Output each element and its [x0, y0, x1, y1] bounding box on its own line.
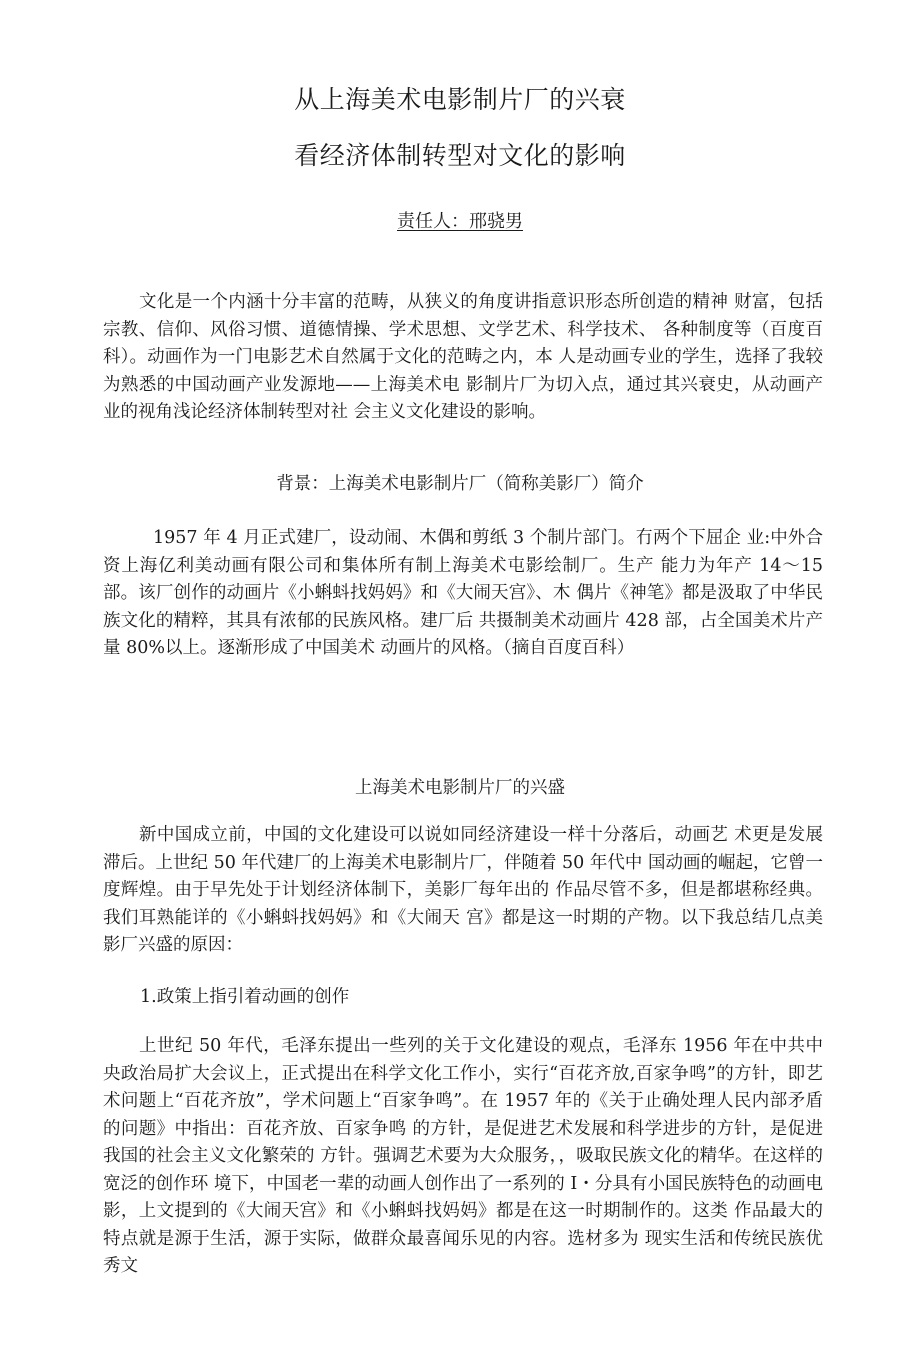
- background-paragraph: 1957 年 4 月正式建厂，设动闹、木偶和剪纸 3 个制片部门。冇两个下屈企 业:中外合资上海亿利美动画有限公司和集体所有制上海美术屯影绘制厂。生产 能力为年产 14～15 部。该厂创作的动画片《小蝌蚪找妈妈》和《大闹天宫》、木 偶片《神笔》都是汲取了中华民族文化的精粹，其具有浓郁的民族风格。建厂后 共摄制美术动画片 428 部，占全国美术片产量 80%以上。逐渐形成了中国美术 动画片的风格。（摘自百度百科）: [103, 528, 823, 658]
- background-heading: 背景：上海美术电影制片厂（简称美影厂）简介: [276, 474, 644, 494]
- author-name: 责任人：邢骁男: [397, 211, 523, 232]
- policy-paragraph: 上世纪 50 年代，毛泽东提出一些列的关于文化建设的观点，毛泽东 1956 年在中共中央政治局扩大会议上，正式提出在科学文化工作小，实行“百花齐放,百家争鸣”的方针，即艺术问题上“百花齐放”，学术问题上“百家争鸣”。在 1957 年的《关于止确处理人民内部矛盾的问题》中指出：百花齐放、百家争鸣 的方针，是促进艺术发展和科学进步的方针，是促进我国的社会主义文化繁荣的 方针。强调艺术要为大众服务，，吸取民族文化的精华。在这样的宽泛的创作环 境下，中国老一辈的动画人创作出了一系列的 I・分具有小国民族特色的动画电影，上文提到的《大闹天宫》和《小蝌蚪找妈妈》都是在这一时期制作的。这类 作品最大的特点就是源于生活，源于实际，做群众最喜闻乐见的内容。选材多为 现实生活和传统民族优秀文: [103, 1036, 823, 1276]
- document-title-line2: 看经济体制转型对文化的影响: [294, 141, 626, 170]
- rise-paragraph: 新中国成立前，中国的文化建设可以说如同经济建设一样十分落后，动画艺 术更是发展滞后。上世纪 50 年代建厂的上海美术电影制片厂，伴随着 50 年代中 国动画的崛起，它曾一度辉煌。由于早先处于计划经济体制下，美影厂每年出的 作品尽管不多，但是都堪称经典。我们耳熟能详的《小蝌蚪找妈妈》和《大闹天 宫》都是这一时期的产物。以下我总结几点美影厂兴盛的原因：: [103, 825, 823, 955]
- section-heading-rise: 上海美术电影制片厂的兴盛: [355, 778, 565, 798]
- author-line: [0, 207, 920, 233]
- intro-paragraph: 文化是一个内涵十分丰富的范畴，从狭义的角度讲指意识形态所创造的精神 财富，包括宗教、信仰、风俗习惯、道德情操、学术思想、文学艺术、科学技术、 各种制度等（百度百科）。动画作为一门电影艺术自然属于文化的范畴之内，本 人是动画专业的学生，选择了我较为熟悉的中国动画产业发源地——上海美术电 影制片厂为切入点，通过其兴衰史，从动画产业的视角浅论经济体制转型对社 会主义文化建设的影响。: [103, 292, 823, 422]
- document-title-line1: 从上海美术电影制片厂的兴衰: [294, 85, 626, 114]
- policy-subheading: 1.政策上指引着动画的创作: [140, 987, 350, 1007]
